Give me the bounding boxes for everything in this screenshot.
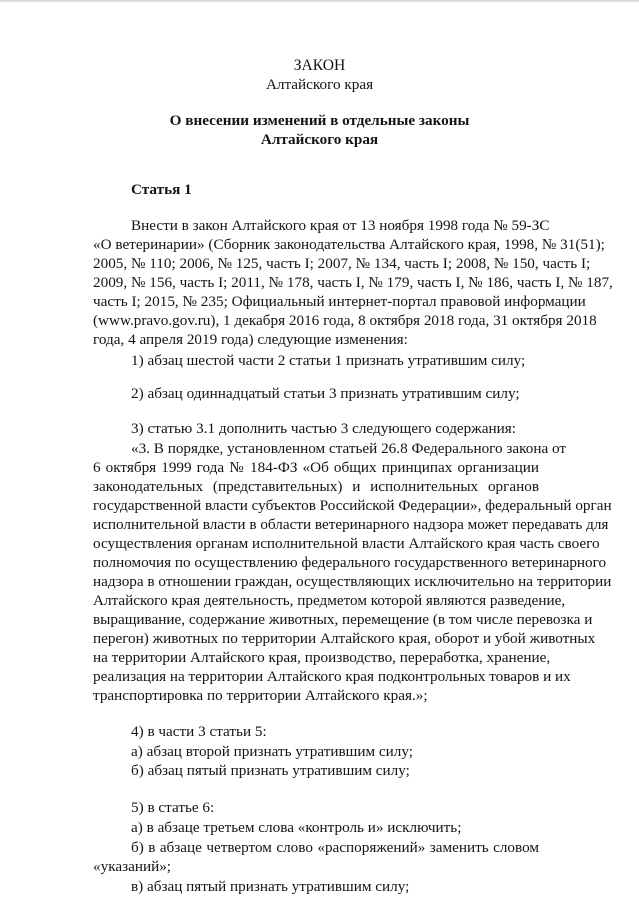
amendment-item-1: 1) абзац шестой части 2 статьи 1 признать утратившим силу; — [131, 352, 526, 369]
quote-line: исполнительной власти в области ветеринарного надзора может передавать для — [93, 516, 609, 533]
quote-line: осуществления органам исполнительной власти Алтайского края часть своего — [93, 535, 600, 552]
quote-line: на территории Алтайского края, производство, переработка, хранение, — [93, 649, 551, 666]
amendment-item-5a: а) в абзаце третьем слова «контроль и» исключить; — [131, 819, 462, 836]
doc-type: ЗАКОН — [293, 57, 346, 74]
amendment-item-4a: а) абзац второй признать утратившим силу; — [131, 743, 413, 760]
amendment-item-5: 5) в статье 6: — [131, 799, 215, 816]
doc-title-line2: Алтайского края — [260, 131, 379, 148]
intro-line: года, 4 апреля 2019 года) следующие изменения: — [93, 331, 408, 348]
quote-line: полномочия по осуществлению федерального государственного ветеринарного — [93, 554, 607, 571]
quote-line: надзора в отношении граждан, осуществляющих исключительно на территории — [93, 573, 612, 590]
intro-line: Внести в закон Алтайского края от 13 ноября 1998 года № 59-ЗС — [131, 217, 550, 234]
article-heading: Статья 1 — [131, 181, 192, 198]
quote-line: 6 октября 1999 года № 184-ФЗ «Об общих принципах организации — [93, 459, 539, 476]
intro-line: «О ветеринарии» (Сборник законодательства Алтайского края, 1998, № 31(51); — [93, 236, 605, 253]
amendment-item-4b: б) абзац пятый признать утратившим силу; — [131, 762, 410, 779]
quote-line: «3. В порядке, установленном статьей 26.8 Федерального закона от — [131, 440, 567, 457]
quote-line: законодательных (представительных) и исполнительных органов — [93, 478, 539, 495]
amendment-item-5c: в) абзац пятый признать утратившим силу; — [131, 878, 410, 895]
amendment-item-2: 2) абзац одиннадцатый статьи 3 признать утратившим силу; — [131, 385, 520, 402]
amendment-item-5b: б) в абзаце четвертом слово «распоряжений» заменить словом — [131, 839, 539, 856]
doc-region: Алтайского края — [265, 76, 374, 93]
doc-title-line1: О внесении изменений в отдельные законы — [169, 112, 470, 129]
amendment-item-3: 3) статью 3.1 дополнить частью 3 следующего содержания: — [131, 420, 516, 437]
quote-line: государственной власти субъектов Российской Федерации», федеральный орган — [93, 497, 612, 514]
quote-line: Алтайского края деятельность, предметом которой являются разведение, — [93, 592, 566, 609]
intro-line: 2005, № 110; 2006, № 125, часть I; 2007, № 134, часть I; 2008, № 150, часть I; — [93, 255, 591, 272]
quote-line: реализация на территории Алтайского края подконтрольных товаров и их — [93, 668, 571, 685]
intro-line: (www.pravo.gov.ru), 1 декабря 2016 года, 8 октября 2018 года, 31 октября 2018 — [93, 312, 597, 329]
intro-line: часть I; 2015, № 235; Официальный интернет-портал правовой информации — [93, 293, 586, 310]
quote-line: перегон) животных по территории Алтайского края, оборот и убой животных — [93, 630, 596, 647]
quote-line: выращивание, содержание животных, перемещение (в том числе перевозка и — [93, 611, 593, 628]
amendment-item-5b-cont: «указаний»; — [93, 858, 172, 875]
intro-line: 2009, № 156, часть I; 2011, № 178, часть I, № 179, часть I, № 186, часть I, № 187, — [93, 274, 613, 291]
quote-line: транспортировка по территории Алтайского края.»; — [93, 687, 428, 704]
amendment-item-4: 4) в части 3 статьи 5: — [131, 723, 267, 740]
